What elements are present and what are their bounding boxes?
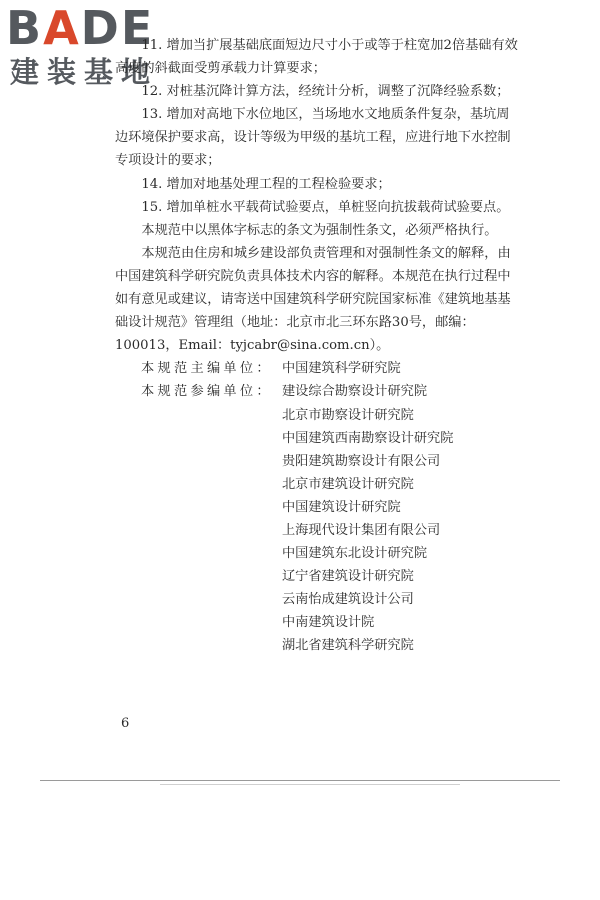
participants-label: 本规范参编单位： bbox=[141, 384, 273, 400]
participant-unit: 贵阳建筑勘察设计有限公司 bbox=[282, 453, 441, 469]
participant-unit: 湖北省建筑科学研究院 bbox=[282, 638, 414, 654]
list-item: 11. 增加当扩展基础底面短边尺寸小于或等于柱宽加2倍基础有效高度的斜截面受剪承载力计算要求； bbox=[115, 38, 518, 77]
page-bottom-rule bbox=[40, 780, 560, 781]
mandatory-clause-note: 本规范中以黑体字标志的条文为强制性条文，必须严格执行。 bbox=[141, 222, 498, 238]
participant-unit: 上海现代设计集团有限公司 bbox=[282, 522, 441, 538]
document-page bbox=[115, 34, 520, 658]
participant-unit: 云南怡成建筑设计公司 bbox=[282, 592, 414, 608]
page-number: 6 bbox=[121, 716, 130, 731]
chief-editor-unit: 中国建筑科学研究院 bbox=[282, 361, 401, 377]
page-bottom-rule-faint bbox=[160, 784, 460, 785]
participant-unit: 北京市建筑设计研究院 bbox=[282, 476, 414, 492]
chief-editor-label: 本规范主编单位： bbox=[141, 361, 273, 377]
chief-editor-row bbox=[115, 357, 520, 380]
participant-row bbox=[115, 380, 520, 403]
logo-wordmark: BADE bbox=[6, 1, 155, 55]
participant-unit: 中国建筑东北设计研究院 bbox=[282, 546, 428, 562]
participant-unit: 中南建筑设计院 bbox=[282, 615, 375, 631]
participant-unit: 辽宁省建筑设计研究院 bbox=[282, 569, 414, 585]
editor-units bbox=[115, 357, 520, 657]
participant-unit: 中国建筑设计研究院 bbox=[282, 499, 401, 515]
list-item: 15. 增加单桩水平载荷试验要点，单桩竖向抗拔载荷试验要点。 bbox=[141, 199, 510, 215]
list-item: 14. 增加对地基处理工程的工程检验要求； bbox=[141, 176, 391, 192]
management-paragraph: 本规范由住房和城乡建设部负责管理和对强制性条文的解释，由中国建筑科学研究院负责具体技术内容的解释。本规范在执行过程中如有意见或建议，请寄送中国建筑科学研究院国家标准《建筑地基基础设计规范》管理组（地址：北京市北三环东路30号，邮编：100013，Email：tyjcabr@sina.com.cn）。 bbox=[115, 245, 511, 354]
participant-unit: 中国建筑西南勘察设计研究院 bbox=[282, 430, 454, 446]
participant-unit: 北京市勘察设计研究院 bbox=[282, 407, 414, 423]
list-item: 12. 对桩基沉降计算方法，经统计分析，调整了沉降经验系数； bbox=[141, 84, 510, 100]
logo-chinese-name: 建装基地 bbox=[10, 55, 159, 89]
participant-unit: 建设综合勘察设计研究院 bbox=[282, 384, 428, 400]
list-item: 13. 增加对高地下水位地区，当场地水文地质条件复杂，基坑周边环境保护要求高，设计等级为甲级的基坑工程，应进行地下水控制专项设计的要求； bbox=[115, 107, 511, 169]
